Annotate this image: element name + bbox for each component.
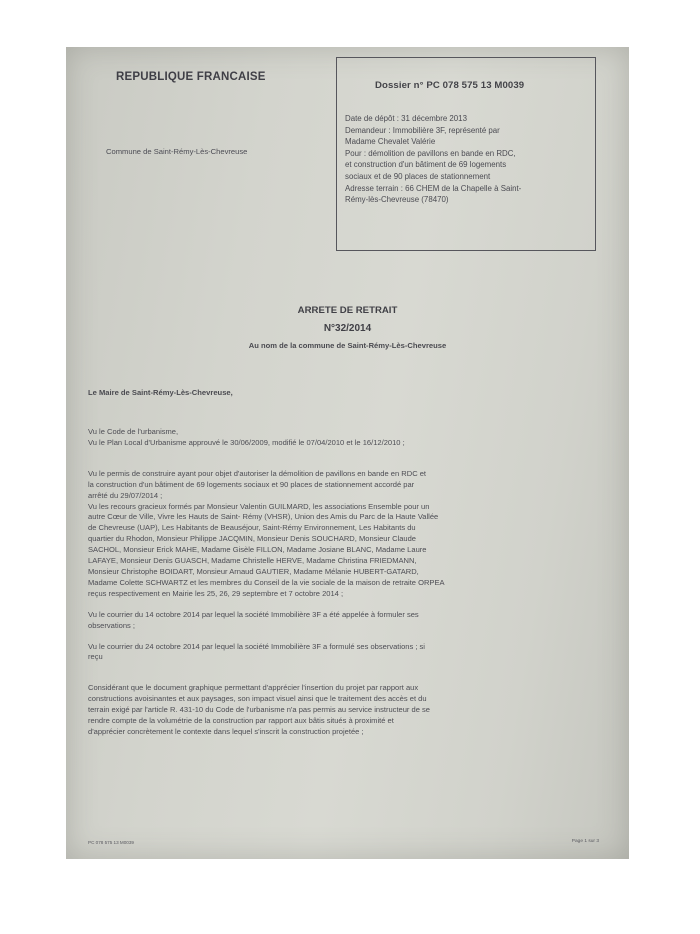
text-line: Vu le Code de l'urbanisme, — [88, 427, 179, 436]
arrete-subtitle: Au nom de la commune de Saint-Rémy-Lès-Chevreuse — [248, 341, 447, 350]
dossier-line: sociaux et de 90 places de stationnement — [345, 171, 491, 181]
dossier-line: Adresse terrain : 66 CHEM de la Chapelle à Saint- — [345, 183, 522, 193]
maire-heading: Le Maire de Saint-Rémy-Lès-Chevreuse, — [88, 388, 233, 397]
text-line: reçu — [88, 652, 103, 662]
paragraph-courrier-14 — [88, 610, 610, 632]
text-line: arrêté du 29/07/2014 ; — [88, 490, 163, 500]
dossier-line: Madame Chevalet Valérie — [345, 137, 436, 147]
paragraph-courrier-24 — [88, 642, 610, 664]
dossier-number: Dossier n° PC 078 575 13 M0039 — [375, 80, 525, 91]
text-line: de Chevreuse (UAP), Les Habitants de Beauséjour, Saint-Rémy Environnement, Les Habitants du — [88, 523, 416, 533]
text-line: Vu les recours gracieux formés par Monsieur Valentin GUILMARD, les associations Ensemble pour un — [88, 501, 430, 511]
paragraph-permis — [88, 469, 610, 600]
dossier-box — [336, 57, 596, 251]
text-line: LAFAYE, Monsieur Denis GUASCH, Madame Christelle HERVE, Madame Christina FRIEDMANN, — [88, 556, 417, 566]
text-line: quartier du Rhodon, Monsieur Philippe JACQMIN, Monsieur Denis SOUCHARD, Monsieur Claude — [88, 534, 417, 544]
text-line: Vu le courrier du 24 octobre 2014 par lequel la société Immobilière 3F a formulé ses observations ; si — [88, 641, 425, 651]
text-line: d'apprécier concrètement le contexte dans lequel s'inscrit la construction projetée ; — [88, 726, 364, 736]
text-line: Madame Colette SCHWARTZ et les membres du Conseil de la vie sociale de la maison de retraite ORPEA — [88, 577, 445, 587]
text-line: observations ; — [88, 620, 135, 630]
dossier-details — [345, 113, 590, 206]
text-line: reçus respectivement en Mairie les 25, 26, 29 septembre et 7 octobre 2014 ; — [88, 588, 344, 598]
document-body — [88, 427, 610, 748]
text-line: rendre compte de la volumétrie de la construction par rapport aux bâtis situés à proximité et — [88, 716, 394, 726]
arrete-title: ARRETE DE RETRAIT — [297, 305, 398, 316]
text-line: constructions avoisinantes et aux paysages, son impact visuel ainsi que le traitement des accès et du — [88, 694, 427, 704]
text-line: Vu le permis de construire ayant pour objet d'autoriser la démolition de pavillons en bande en RDC et — [88, 468, 427, 478]
page-number: Page 1 sur 3 — [571, 839, 599, 844]
dossier-line: Demandeur : Immobilière 3F, représenté par — [345, 125, 500, 135]
text-line: Considérant que le document graphique permettant d'apprécier l'insertion du projet par rapport aux — [88, 683, 419, 693]
document-photo — [66, 47, 629, 859]
text-line: autre Cœur de Ville, Vivre les Hauts de Saint- Rémy (VHSR), Union des Amis du Parc de la Haute Vallée — [88, 512, 439, 522]
paragraph-considerant — [88, 683, 610, 738]
text-line: Monsieur Christophe BOIDART, Monsieur Arnaud GAUTIER, Madame Mélanie HUBERT-GATARD, — [88, 566, 419, 576]
text-line: SACHOL, Monsieur Erick MAHE, Madame Gisèle FILLON, Madame Josiane BLANC, Madame Laure — [88, 545, 427, 555]
dossier-line: et construction d'un bâtiment de 69 logements — [345, 160, 507, 170]
dossier-line: Rémy-lès-Chevreuse (78470) — [345, 195, 449, 205]
text-line: la construction d'un bâtiment de 69 logements sociaux et 90 places de stationnement accordé par — [88, 479, 415, 489]
dossier-line: Date de dépôt : 31 décembre 2013 — [345, 114, 467, 123]
text-line: Vu le Plan Local d'Urbanisme approuvé le 30/06/2009, modifié le 07/04/2010 et le 16/12/2010 ; — [88, 437, 405, 447]
arrete-number: N°32/2014 — [323, 323, 372, 334]
text-line: terrain exigé par l'article R. 431-10 du Code de l'urbanisme n'a pas permis au service instructeur de se — [88, 705, 431, 715]
text-line: Vu le courrier du 14 octobre 2014 par lequel la société Immobilière 3F a été appelée à formuler ses — [88, 609, 419, 619]
commune-name: Commune de Saint-Rémy-Lès-Chevreuse — [106, 147, 248, 156]
dossier-line: Pour : démolition de pavillons en bande en RDC, — [345, 148, 516, 158]
republic-heading: REPUBLIQUE FRANCAISE — [116, 71, 266, 83]
footer-reference: PC 078 575 13 M0039 — [88, 840, 134, 845]
paragraph-code — [88, 427, 610, 449]
